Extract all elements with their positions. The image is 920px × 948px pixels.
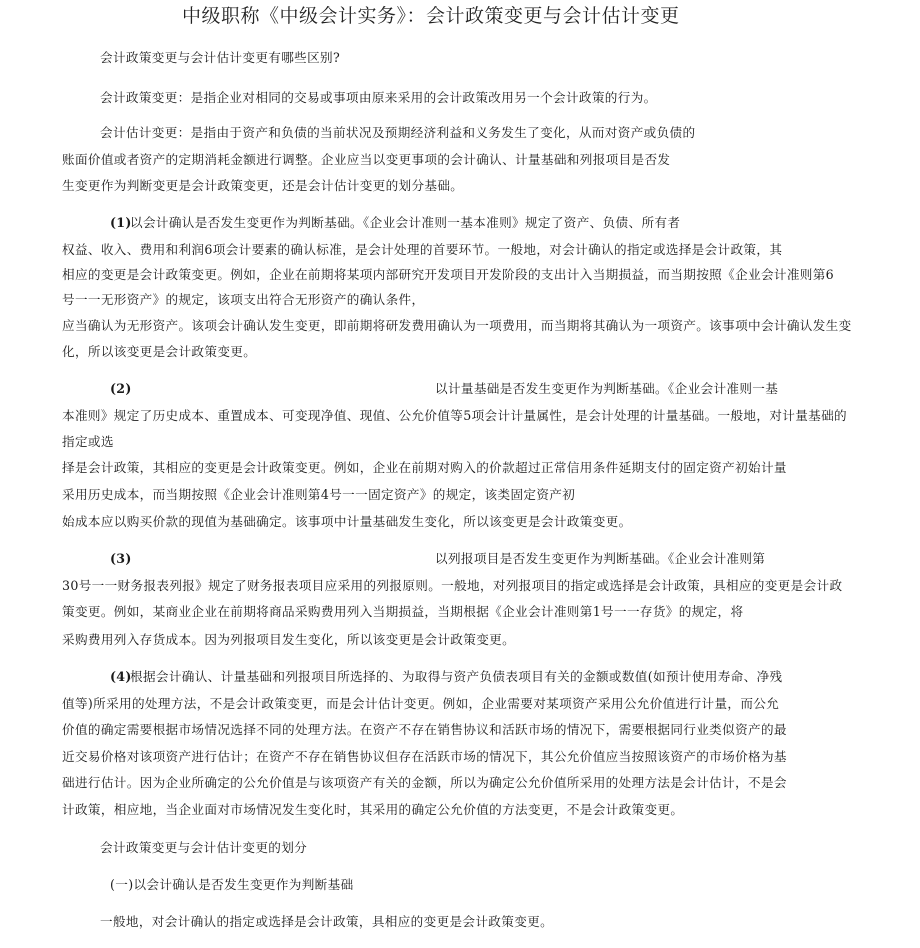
text-line: 会计估计变更：是指由于资产和负债的当前状况及预期经济利益和义务发生了变化，从而对资产或负债的 (100, 125, 696, 140)
text-line: 以列报项目是否发生变更作为判断基础。《企业会计准则第 (435, 551, 766, 566)
item-marker-2: (2) (110, 381, 132, 396)
item-marker-4: (4) (110, 669, 132, 684)
text-line: 采用历史成本，而当期按照《企业会计准则第4号一一固定资产》的规定，该类固定资产初 (62, 487, 576, 502)
text-line: 计政策，相应地，当企业面对市场情况发生变化时，其采用的确定公允价值的方法变更，不是会计政策变更。 (62, 802, 684, 817)
text-line: 策变更。例如，某商业企业在前期将商品采购费用列入当期损益，当期根据《企业会计准则第1号一一存货》的规定，将 (62, 604, 744, 619)
text-line: 本准则》规定了历史成本、重置成本、可变现净值、现值、公允价值等5项会计计量属性，是会计处理的计量基础。一般地，对计量基础的 (62, 408, 847, 423)
text-line: 号一一无形资产》的规定，该项支出符合无形资产的确认条件， (62, 292, 425, 307)
text-line: 以会计确认是否发生变更作为判断基础。《企业会计准则一基本准则》规定了资产、负债、所有者 (130, 215, 681, 230)
text-line: 相应的变更是会计政策变更。例如，企业在前期将某项内部研究开发项目开发阶段的支出计入当期损益，而当期按照《企业会计准则第6 (62, 267, 835, 282)
text-line: 生变更作为判断变更是会计政策变更，还是会计估计变更的划分基础。 (62, 178, 464, 193)
text-line: 近交易价格对该项资产进行估计；在资产不存在销售协议但存在活跃市场的情况下，其公允价值应当按照该资产的市场价格为基 (62, 749, 787, 764)
text-line: 账面价值或者资产的定期消耗金额进行调整。企业应当以变更事项的会计确认、计量基础和列报项目是否发 (62, 152, 671, 167)
subsection-heading: (一)以会计确认是否发生变更作为判断基础 (110, 877, 354, 892)
text-line: 以计量基础是否发生变更作为判断基础。《企业会计准则一基 (435, 381, 779, 396)
text-line: 应当确认为无形资产。该项会计确认发生变更，即前期将研发费用确认为一项费用，而当期将其确认为一项资产。该事项中会计确认发生变 (62, 318, 852, 333)
item-marker-1: (1) (110, 215, 132, 230)
text-line: 权益、收入、费用和利润6项会计要素的确认标准，是会计处理的首要环节。一般地，对会计确认的指定或选择是会计政策，其 (62, 242, 783, 257)
item-marker-3: (3) (110, 551, 132, 566)
text-line: 会计政策变更与会计估计变更有哪些区别? (100, 50, 341, 65)
section-heading: 会计政策变更与会计估计变更的划分 (100, 840, 308, 855)
text-line: 价值的确定需要根据市场情况选择不同的处理方法。在资产不存在销售协议和活跃市场的情况下，需要根据同行业类似资产的最 (62, 722, 787, 737)
text-line: 根据会计确认、计量基础和列报项目所选择的、为取得与资产负债表项目有关的金额或数值(如预计使用寿命、净残 (130, 669, 783, 684)
text-line: 础进行估计。因为企业所确定的公允价值是与该项资产有关的金额，所以为确定公允价值所采用的处理方法是会计估计，不是会 (62, 775, 787, 790)
text-line: 采购费用列入存货成本。因为列报项目发生变化，所以该变更是会计政策变更。 (62, 632, 516, 647)
text-line: 会计政策变更：是指企业对相同的交易或事项由原来采用的会计政策改用另一个会计政策的行为。 (100, 90, 657, 105)
text-line: 指定或选 (62, 434, 114, 449)
text-line: 始成本应以购买价款的现值为基础确定。该事项中计量基础发生变化，所以该变更是会计政策变更。 (62, 514, 632, 529)
page-title: 中级职称《中级会计实务》：会计政策变更与会计估计变更 (182, 5, 680, 27)
text-line: 化，所以该变更是会计政策变更。 (62, 344, 257, 359)
text-line: 择是会计政策，其相应的变更是会计政策变更。例如，企业在前期对购入的价款超过正常信用条件延期支付的固定资产初始计量 (62, 460, 787, 475)
text-line: 值等)所采用的处理方法，不是会计政策变更，而是会计估计变更。例如，企业需要对某项资产采用公允价值进行计量，而公允 (62, 696, 780, 711)
text-line: 一般地，对会计确认的指定或选择是会计政策，具相应的变更是会计政策变更。 (100, 914, 554, 929)
text-line: 30号一一财务报表列报》规定了财务报表项目应采用的列报原则。一般地，对列报项目的指定或选择是会计政策，具相应的变更是会计政 (62, 578, 843, 593)
